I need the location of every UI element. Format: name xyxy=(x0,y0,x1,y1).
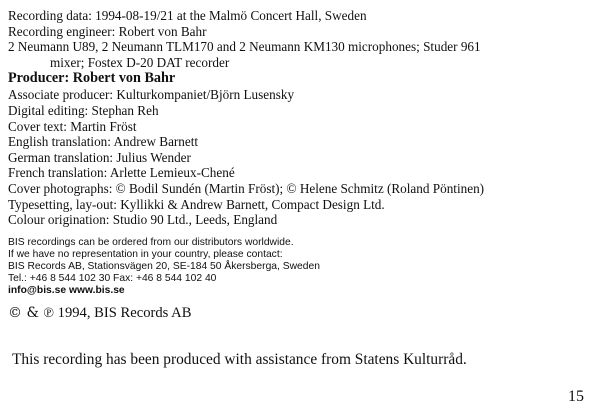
page-number: 15 xyxy=(568,388,584,405)
credit-line: Associate producer: Kulturkompaniet/Björn Lusensky xyxy=(8,87,295,103)
credit-line: Digital editing: Stephan Reh xyxy=(8,102,159,118)
distributor-line: BIS recordings can be ordered from our distributors worldwide. xyxy=(8,236,294,248)
credit-line: French translation: Arlette Lemieux-Chené xyxy=(8,165,235,181)
production-credits-block xyxy=(8,87,586,227)
credit-line: German translation: Julius Wender xyxy=(8,149,191,165)
recording-credits-block xyxy=(8,8,586,70)
distributor-address: BIS Records AB, Stationsvägen 20, SE-184 50 Åkersberga, Sweden xyxy=(8,260,320,272)
distributor-info-block xyxy=(8,237,586,297)
assistance-note: This recording has been produced with assistance from Statens Kulturråd. xyxy=(12,351,467,368)
distributor-phone: Tel.: +46 8 544 102 30 Fax: +46 8 544 102 40 xyxy=(8,273,217,284)
credit-line: Typesetting, lay-out: Kyllikki & Andrew Barnett, Compact Design Ltd. xyxy=(8,196,385,212)
credit-line: English translation: Andrew Barnett xyxy=(8,134,199,150)
copyright-text: 1994, BIS Records AB xyxy=(57,305,192,322)
producer-line: Producer: Robert von Bahr xyxy=(8,70,176,87)
copyright-symbols: © & ℗ xyxy=(8,305,54,322)
credit-line: Recording engineer: Robert von Bahr xyxy=(8,23,207,39)
copyright-line xyxy=(8,304,586,322)
credit-line: 2 Neumann U89, 2 Neumann TLM170 and 2 Neumann KM130 microphones; Studer 961 xyxy=(8,39,481,55)
credit-line: Colour origination: Studio 90 Ltd., Leeds, England xyxy=(8,212,278,228)
credit-line: Cover text: Martin Fröst xyxy=(8,118,137,134)
distributor-contact[interactable]: info@bis.se www.bis.se xyxy=(8,285,125,297)
credit-line: Recording data: 1994-08-19/21 at the Malmö Concert Hall, Sweden xyxy=(8,8,367,23)
credit-line: Cover photographs: © Bodil Sundén (Martin Fröst); © Helene Schmitz (Roland Pöntinen) xyxy=(8,180,485,196)
distributor-line: If we have no representation in your country, please contact: xyxy=(8,248,283,260)
credit-line: mixer; Fostex D-20 DAT recorder xyxy=(50,54,230,70)
